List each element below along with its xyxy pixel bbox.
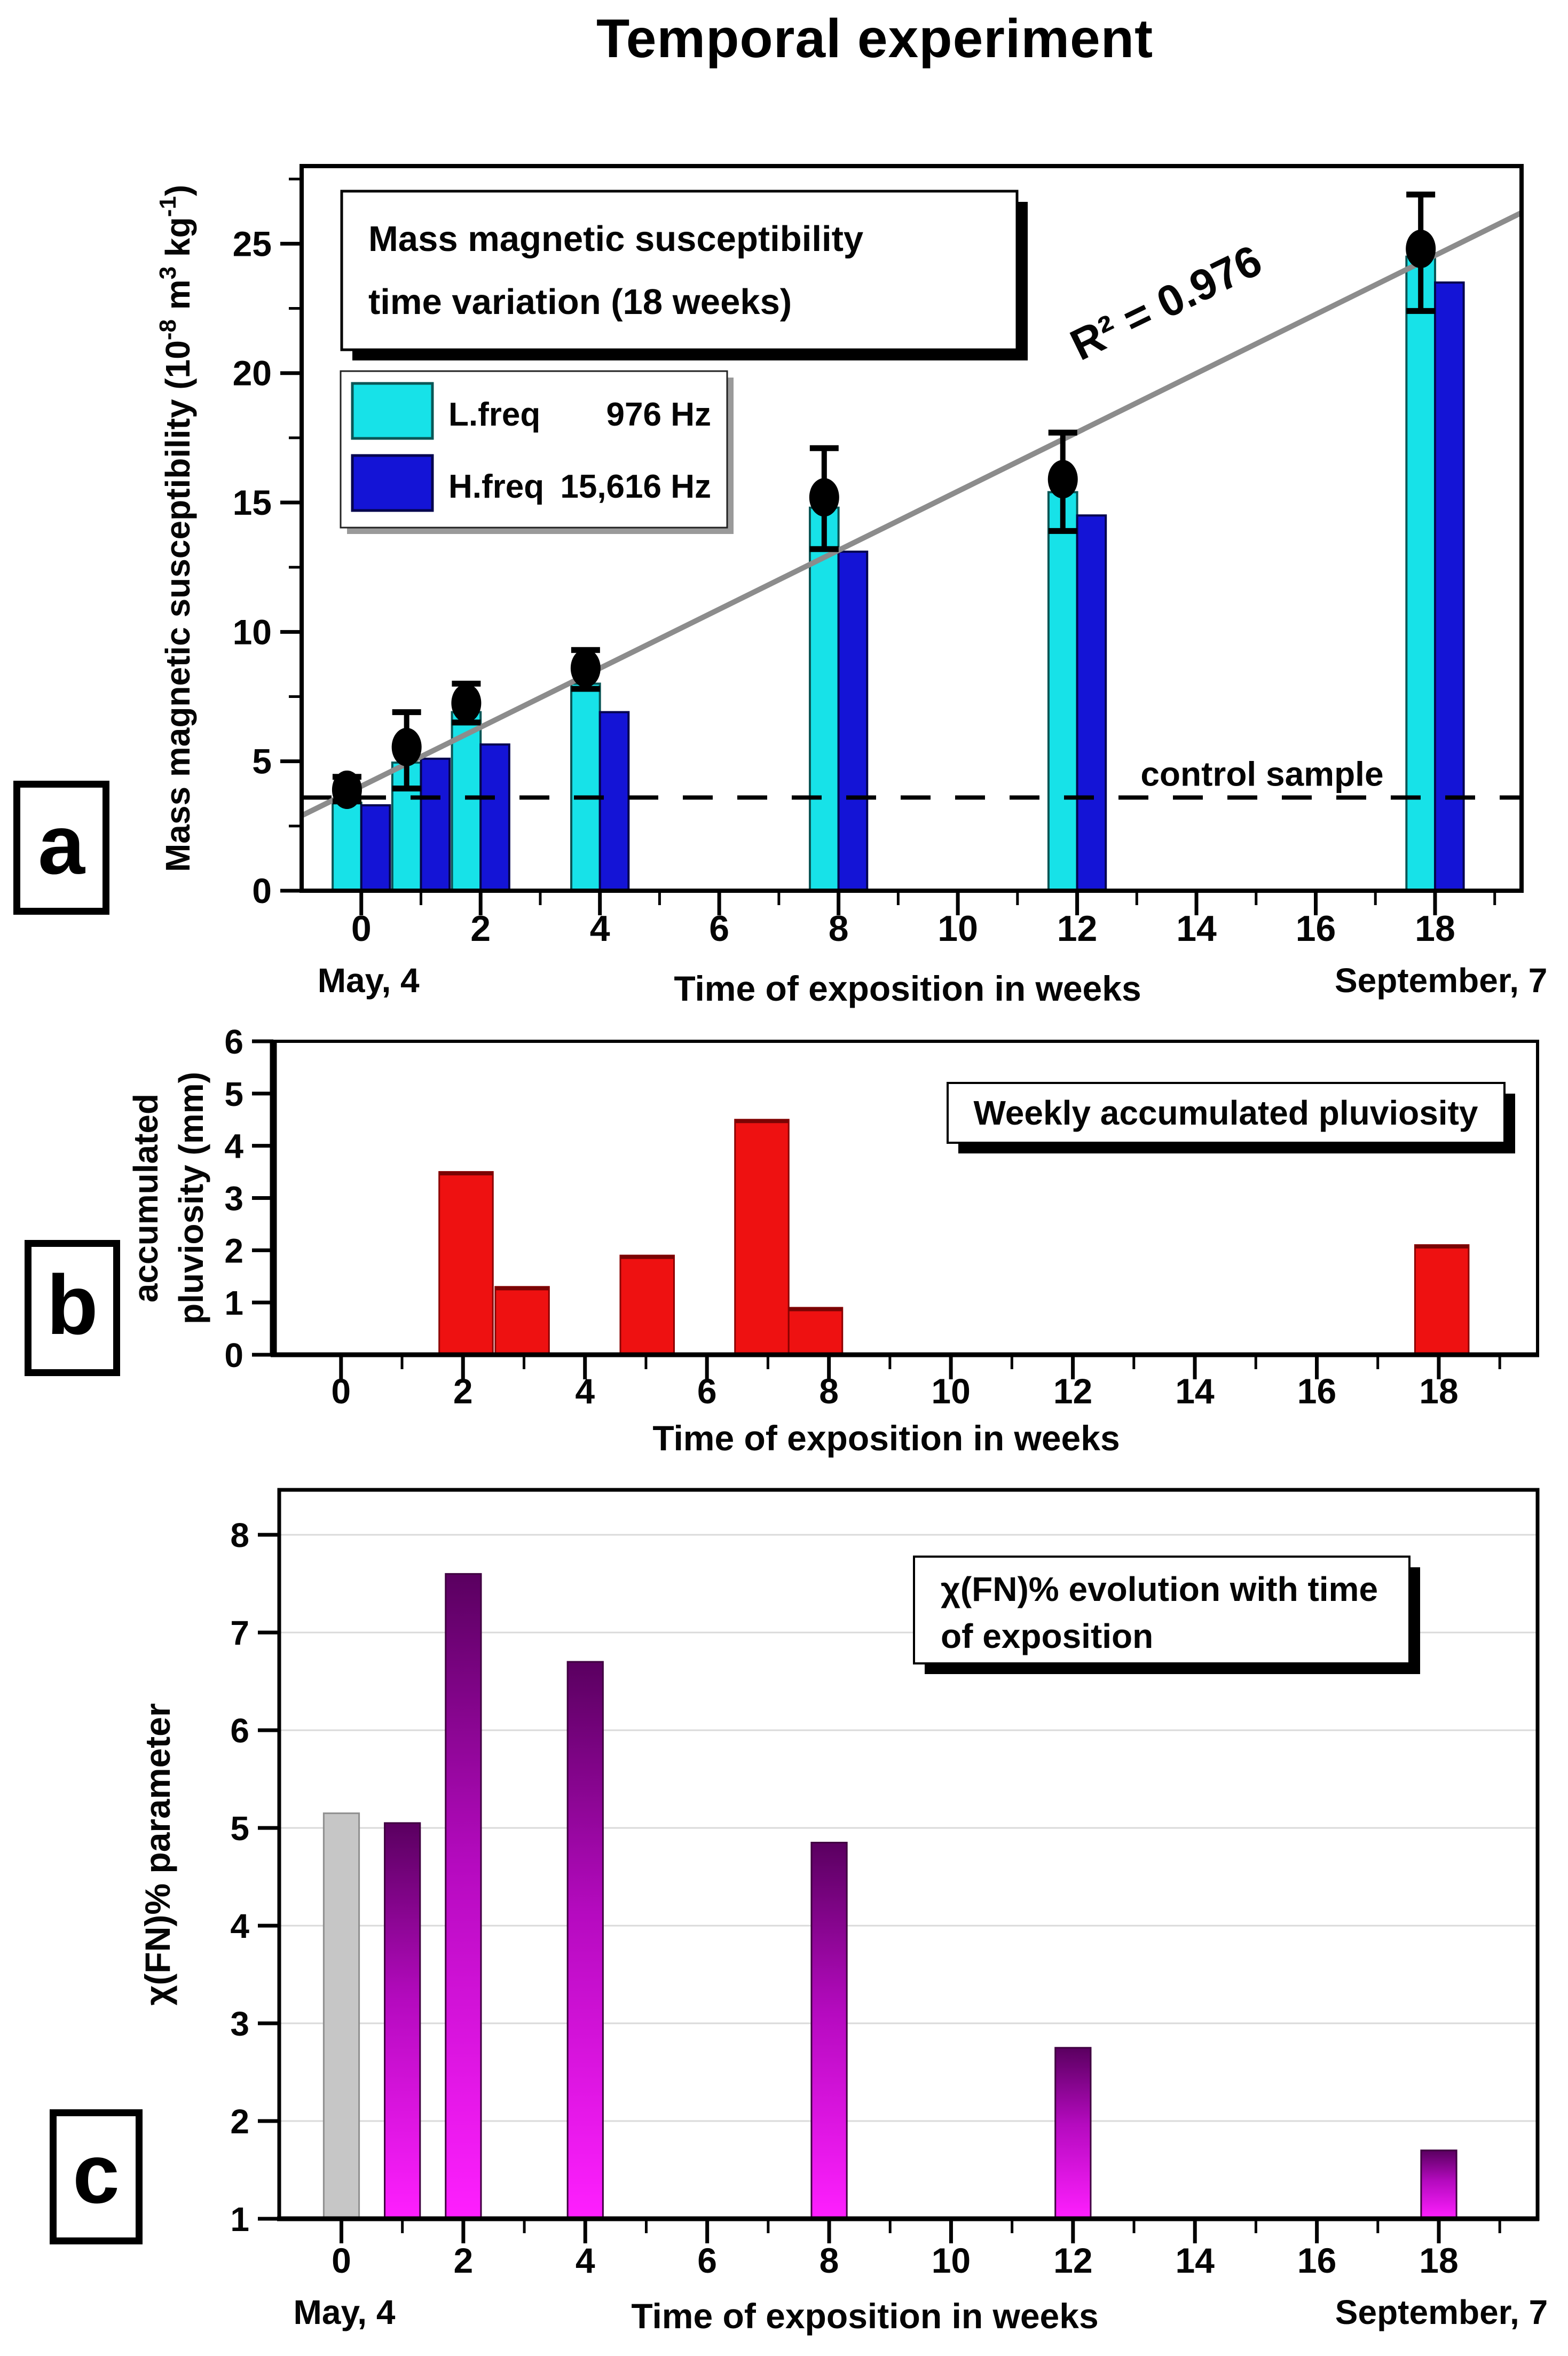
panel-b-y-axis-label-line2: pluviosity (mm): [172, 1072, 210, 1324]
panel-c-start-date: May, 4: [293, 2293, 396, 2331]
bar-rain-week-5: [620, 1255, 674, 1355]
panel-c-y-axis-label: χ(FN)% parameter: [138, 1703, 177, 2006]
bar-rain-week-2: [439, 1172, 493, 1355]
mean-dot-week-18: [1406, 230, 1436, 268]
bar-chi-week-0: [324, 1813, 359, 2219]
x-tick-label: 0: [351, 908, 372, 949]
bar-hfreq-week-0: [361, 805, 390, 891]
bar-chi-week-4: [568, 1662, 603, 2219]
y-tick-label: 7: [230, 1614, 249, 1653]
y-tick-label: 2: [230, 2102, 249, 2141]
panel-label-a: a: [13, 781, 109, 915]
y-tick-label: 6: [224, 1023, 243, 1061]
x-tick-label: 10: [937, 908, 978, 949]
panel-b-y-axis-label-line1: accumulated: [127, 1093, 165, 1303]
bar-rain-week-18: [1415, 1245, 1469, 1355]
x-tick-label: 18: [1415, 908, 1455, 949]
legend-value-hfreq: 15,616 Hz: [560, 468, 711, 505]
y-tick-label: 25: [232, 224, 272, 264]
control-sample-label: control sample: [1140, 755, 1384, 794]
bar-hfreq-week-2: [480, 744, 509, 891]
x-tick-label: 8: [819, 2241, 839, 2280]
panel-a-title-line2: time variation (18 weeks): [368, 282, 792, 322]
x-tick-label: 16: [1295, 908, 1336, 949]
y-tick-label: 3: [230, 2005, 249, 2044]
x-tick-label: 0: [331, 1371, 351, 1411]
panel-b-x-axis-label: Time of exposition in weeks: [652, 1418, 1120, 1458]
panel-c-title-line2: of exposition: [941, 1617, 1154, 1655]
x-tick-label: 2: [453, 2241, 474, 2280]
bar-hfreq-week-4: [600, 712, 629, 891]
y-tick-label: 8: [230, 1516, 249, 1555]
x-tick-label: 2: [453, 1371, 473, 1411]
x-tick-label: 12: [1053, 2241, 1093, 2280]
mean-dot-week-1: [392, 728, 422, 766]
panel-c-x-axis-label: Time of exposition in weeks: [631, 2296, 1099, 2336]
panel-a-x-axis-label: Time of exposition in weeks: [674, 969, 1141, 1008]
legend-swatch-hfreq: [352, 456, 432, 511]
panel-a-title-box: [342, 191, 1017, 350]
x-tick-label: 18: [1419, 2241, 1459, 2280]
y-tick-label: 15: [232, 483, 272, 523]
x-tick-label: 10: [931, 2241, 971, 2280]
r-squared-label: R² = 0.976: [1063, 236, 1270, 370]
mean-dot-week-4: [571, 649, 601, 687]
panel-b-title: Weekly accumulated pluviosity: [973, 1094, 1478, 1132]
y-tick-label: 4: [230, 1907, 249, 1946]
bar-lfreq-week-0: [333, 803, 361, 891]
panel-label-c: c: [50, 2109, 143, 2244]
bar-chi-week-12: [1055, 2048, 1091, 2219]
y-tick-label: 3: [224, 1179, 243, 1218]
x-tick-label: 0: [332, 2241, 351, 2280]
x-tick-label: 12: [1057, 908, 1098, 949]
figure-title: Temporal experiment: [596, 8, 1154, 69]
legend-swatch-lfreq: [352, 383, 432, 438]
bar-chi-week-8: [811, 1843, 847, 2219]
x-tick-label: 8: [828, 908, 849, 949]
y-tick-label: 10: [232, 612, 272, 652]
mean-dot-week-8: [809, 478, 839, 516]
panel-label-b: b: [25, 1240, 120, 1376]
bar-hfreq-week-12: [1077, 515, 1106, 891]
x-tick-label: 16: [1297, 1371, 1337, 1411]
x-tick-label: 4: [575, 1371, 595, 1411]
bar-lfreq-week-12: [1049, 492, 1077, 891]
y-tick-label: 5: [224, 1074, 243, 1113]
x-tick-label: 14: [1175, 1371, 1215, 1411]
x-tick-label: 6: [697, 2241, 718, 2280]
y-tick-label: 2: [224, 1231, 243, 1270]
x-tick-label: 8: [819, 1371, 839, 1411]
bar-hfreq-week-8: [839, 552, 868, 891]
y-tick-label: 5: [252, 741, 272, 781]
legend-value-lfreq: 976 Hz: [606, 396, 711, 433]
bar-chi-week-18: [1421, 2150, 1456, 2219]
legend-label-lfreq: L.freq: [448, 396, 541, 433]
y-tick-label: 1: [230, 2200, 249, 2239]
bar-chi-week-2: [446, 1574, 481, 2219]
x-tick-label: 14: [1176, 908, 1217, 949]
panel-a-title-line1: Mass magnetic susceptibility: [368, 219, 864, 259]
mean-dot-week-12: [1048, 460, 1078, 498]
panel-a-start-date: May, 4: [317, 961, 420, 1000]
y-tick-label: 1: [224, 1284, 243, 1323]
x-tick-label: 4: [575, 2241, 595, 2280]
y-tick-label: 0: [224, 1336, 243, 1375]
y-tick-label: 5: [230, 1809, 249, 1848]
bar-rain-week-7: [735, 1120, 789, 1355]
x-tick-label: 10: [931, 1371, 971, 1411]
x-tick-label: 4: [589, 908, 610, 949]
x-tick-label: 16: [1297, 2241, 1337, 2280]
x-tick-label: 12: [1053, 1371, 1093, 1411]
bar-rain-week-3: [495, 1287, 549, 1355]
bar-lfreq-week-4: [571, 684, 600, 891]
bar-chi-week-1: [385, 1823, 420, 2219]
panel-a-end-date: September, 7: [1334, 961, 1548, 1000]
x-tick-label: 2: [470, 908, 491, 949]
legend-label-hfreq: H.freq: [448, 468, 545, 505]
y-tick-label: 20: [232, 353, 272, 393]
x-tick-label: 18: [1419, 1371, 1459, 1411]
y-tick-label: 0: [252, 871, 272, 910]
y-tick-label: 6: [230, 1711, 249, 1750]
x-tick-label: 14: [1175, 2241, 1215, 2280]
bar-rain-week-8: [789, 1308, 842, 1355]
panel-c-title-line1: χ(FN)% evolution with time: [941, 1570, 1378, 1608]
bar-hfreq-week-1: [421, 759, 450, 891]
y-tick-label: 4: [224, 1127, 243, 1166]
x-tick-label: 6: [709, 908, 730, 949]
panel-a-y-axis-label: Mass magnetic susceptibility ($10^{-8}$ $m^3$ $kg^{-1}$): [155, 184, 197, 873]
panel-c-end-date: September, 7: [1335, 2293, 1548, 2331]
mean-dot-week-2: [451, 684, 481, 722]
x-tick-label: 6: [697, 1371, 717, 1411]
mean-dot-week-0: [332, 771, 362, 809]
